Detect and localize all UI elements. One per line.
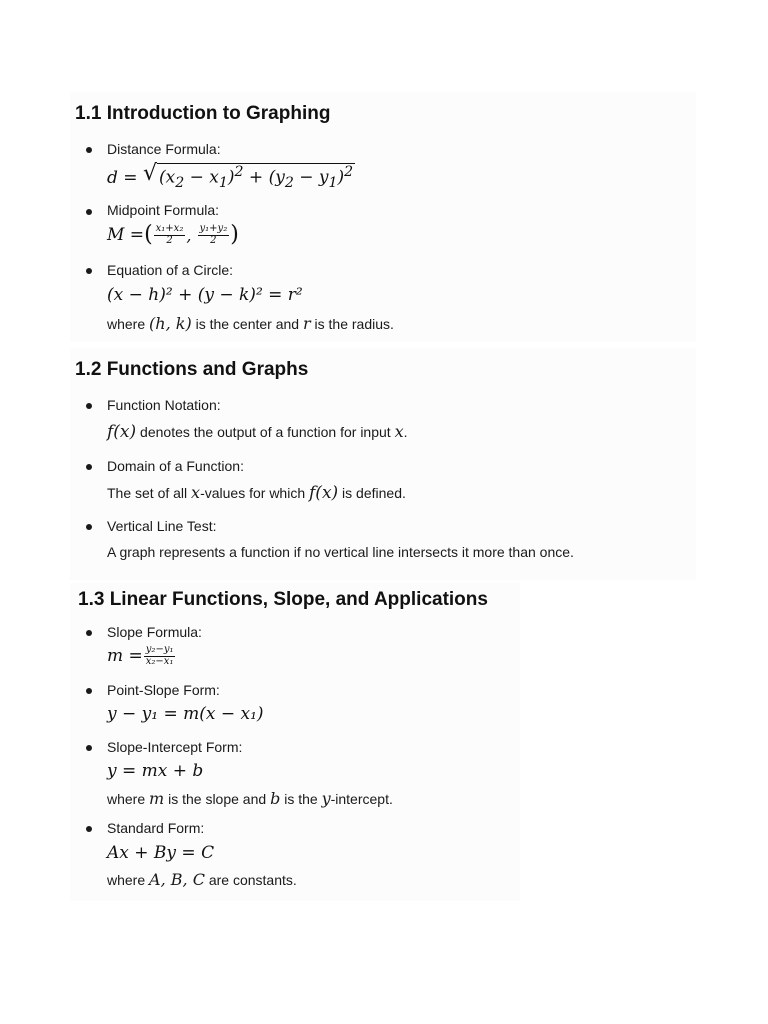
item-label: Midpoint Formula: [107,202,220,218]
item-label: Domain of a Function: [107,458,244,474]
section-heading: 1.2 Functions and Graphs [75,359,309,380]
item-label: Equation of a Circle: [107,262,234,278]
slope-formula: m = $\frac{\text{y₂−y₁}}{\text{x₂−x₁}}$ [107,644,174,667]
note-text: A graph represents a function if no vertical line intersects it more than once. [107,544,574,560]
note-text: where m is the slope and b is the y-intercept. [107,789,393,808]
note-text: f(x) denotes the output of a function for input x. [107,422,408,442]
midpoint-formula: M = ( $\frac{\text{x₁+x₂}}{2}$ , $\frac{\text{y₁+y₂}}{2}$ ) [107,222,239,247]
item-label: Slope Formula: [107,624,202,640]
bullet-icon [86,464,92,470]
bullet-icon [86,403,92,409]
bullet-icon [86,630,92,636]
item-label: Vertical Line Test: [107,518,217,534]
bullet-icon [86,147,92,153]
bullet-icon [86,688,92,694]
distance-formula: d = √ $(x_2 - x_1)^2 + (y_2 - y_1)^2$ [107,161,354,192]
note-text: where A, B, C are constants. [107,870,297,889]
point-slope-equation: y − y₁ = m(x − x₁) [107,704,264,724]
item-label: Distance Formula: [107,141,221,157]
bullet-icon [86,268,92,274]
bullet-icon [86,524,92,530]
item-label: Standard Form: [107,820,205,836]
note-text: where (h, k) is the center and r is the radius. [107,314,394,333]
note-text: The set of all x-values for which f(x) is defined. [107,483,406,503]
circle-equation: (x − h)² + (y − k)² = r² [107,285,303,305]
item-label: Slope-Intercept Form: [107,739,243,755]
sqrt-symbol: √ $(x_2 - x_1)^2 + (y_2 - y_1)^2$ [142,161,354,192]
bullet-icon [86,209,92,215]
item-label: Point-Slope Form: [107,682,220,698]
item-label: Function Notation: [107,397,221,413]
section-heading: 1.3 Linear Functions, Slope, and Applications [78,589,488,610]
standard-form-equation: Ax + By = C [107,843,215,863]
bullet-icon [86,826,92,832]
section-heading: 1.1 Introduction to Graphing [75,103,331,124]
slope-intercept-equation: y = mx + b [107,761,204,781]
bullet-icon [86,745,92,751]
